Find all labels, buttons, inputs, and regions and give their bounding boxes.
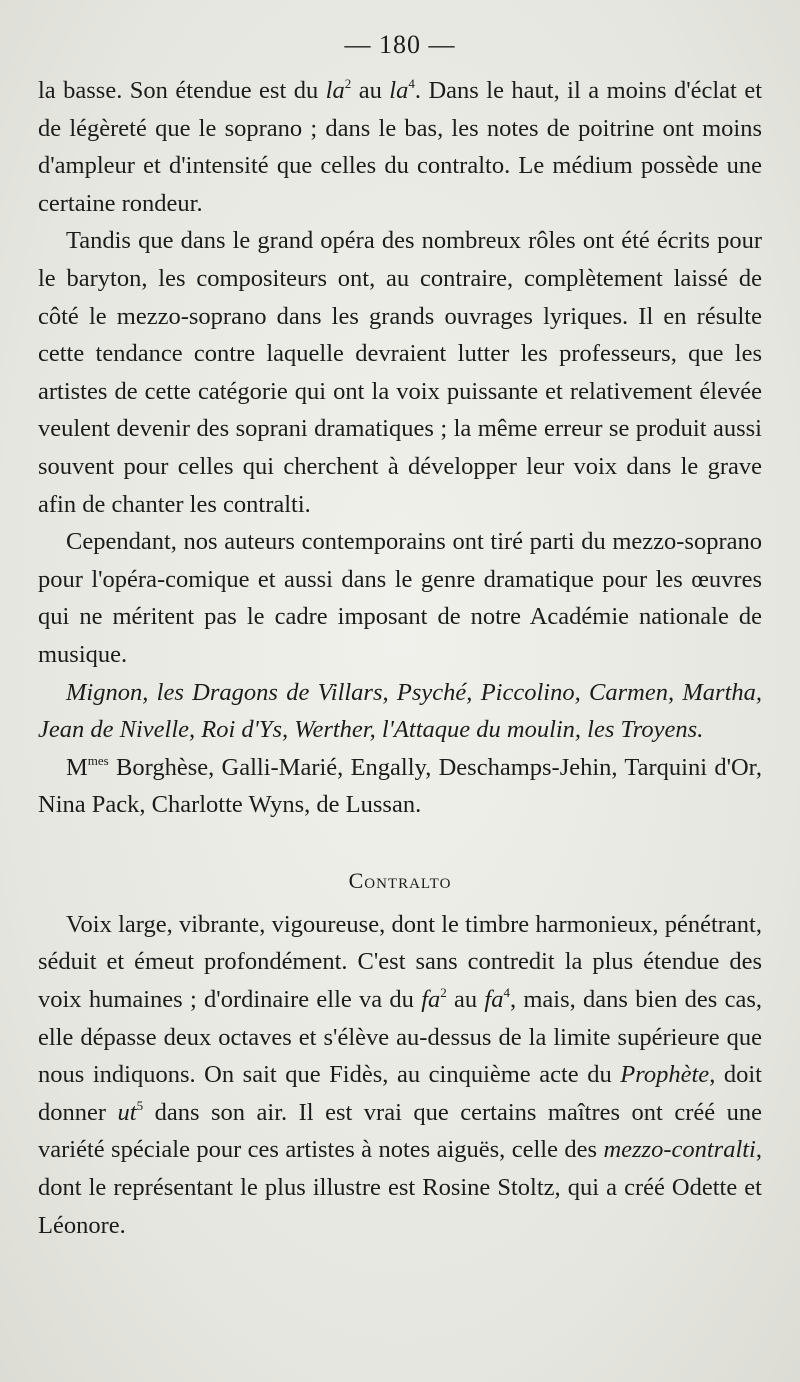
paragraph-singers: $M^{mes}$ Borghèse, Galli-Marié, Engally, Deschamps-Jehin, Tarquini d'Or, Nina Pack, Charlotte Wyns, de Lussan. bbox=[38, 752, 762, 819]
paragraph-contemporary-authors: Cependant, nos auteurs contemporains ont tiré parti du mezzo-soprano pour l'opéra-comique et aussi dans le genre dramatique pour les œuvres qui ne méritent pas le cadre imposant de notre Académie nationale de musique. bbox=[38, 528, 762, 668]
section-heading-contralto: Contralto bbox=[348, 867, 452, 893]
paragraph-opera-titles: Mignon, les Dragons de Villars, Psyché, Piccolino, Carmen, Martha, Jean de Nivelle, Roi d'Ys, Werther, l'Attaque du moulin, les Troyens. bbox=[38, 678, 762, 744]
page-number: — 180 — bbox=[344, 30, 456, 59]
paragraph-grand-opera: Tandis que dans le grand opéra des nombreux rôles ont été écrits pour le baryton, les compositeurs ont, au contraire, complètement laissé de côté le mezzo-soprano dans les grands ouvrages lyriques. Il en résulte cette tendance contre laquelle devraient lutter les professeurs, que les artistes de cette catégorie qui ont la voix puissante et relativement élevée veulent devenir des soprani dramatiques ; la même erreur se produit aussi souvent pour celles qui cherchent à développer leur voix dans le grave afin de chanter les contralti. bbox=[38, 227, 762, 518]
body-text bbox=[38, 72, 762, 1244]
paragraph-contralto: Voix large, vibrante, vigoureuse, dont le timbre harmonieux, pénétrant, séduit et émeut profondément. C'est sans contredit la plus étendue des voix humaines ; d'ordinaire elle va du $fa^2$ au $fa^4$, mais, dans bien des cas, elle dépasse deux octaves et s'élève au-dessus de la limite supérieure que nous indiquons. On sait que Fidès, au cinquième acte du Prophète, doit donner $ut^5$ dans son air. Il est vrai que certains maîtres ont créé une variété spéciale pour ces artistes à notes aiguës, celle des mezzo-contralti, dont le représentant le plus illustre est Rosine Stoltz, qui a créé Odette et Léonore. bbox=[38, 910, 762, 1239]
paragraph-mezzo-range: la basse. Son étendue est du $la^2$ au $la^4$. Dans le haut, il a moins d'éclat et de légèreté que le soprano ; dans le bas, les notes de poitrine ont moins d'ampleur et d'intensité que celles du contralto. Le médium possède une certaine rondeur. bbox=[38, 76, 762, 217]
